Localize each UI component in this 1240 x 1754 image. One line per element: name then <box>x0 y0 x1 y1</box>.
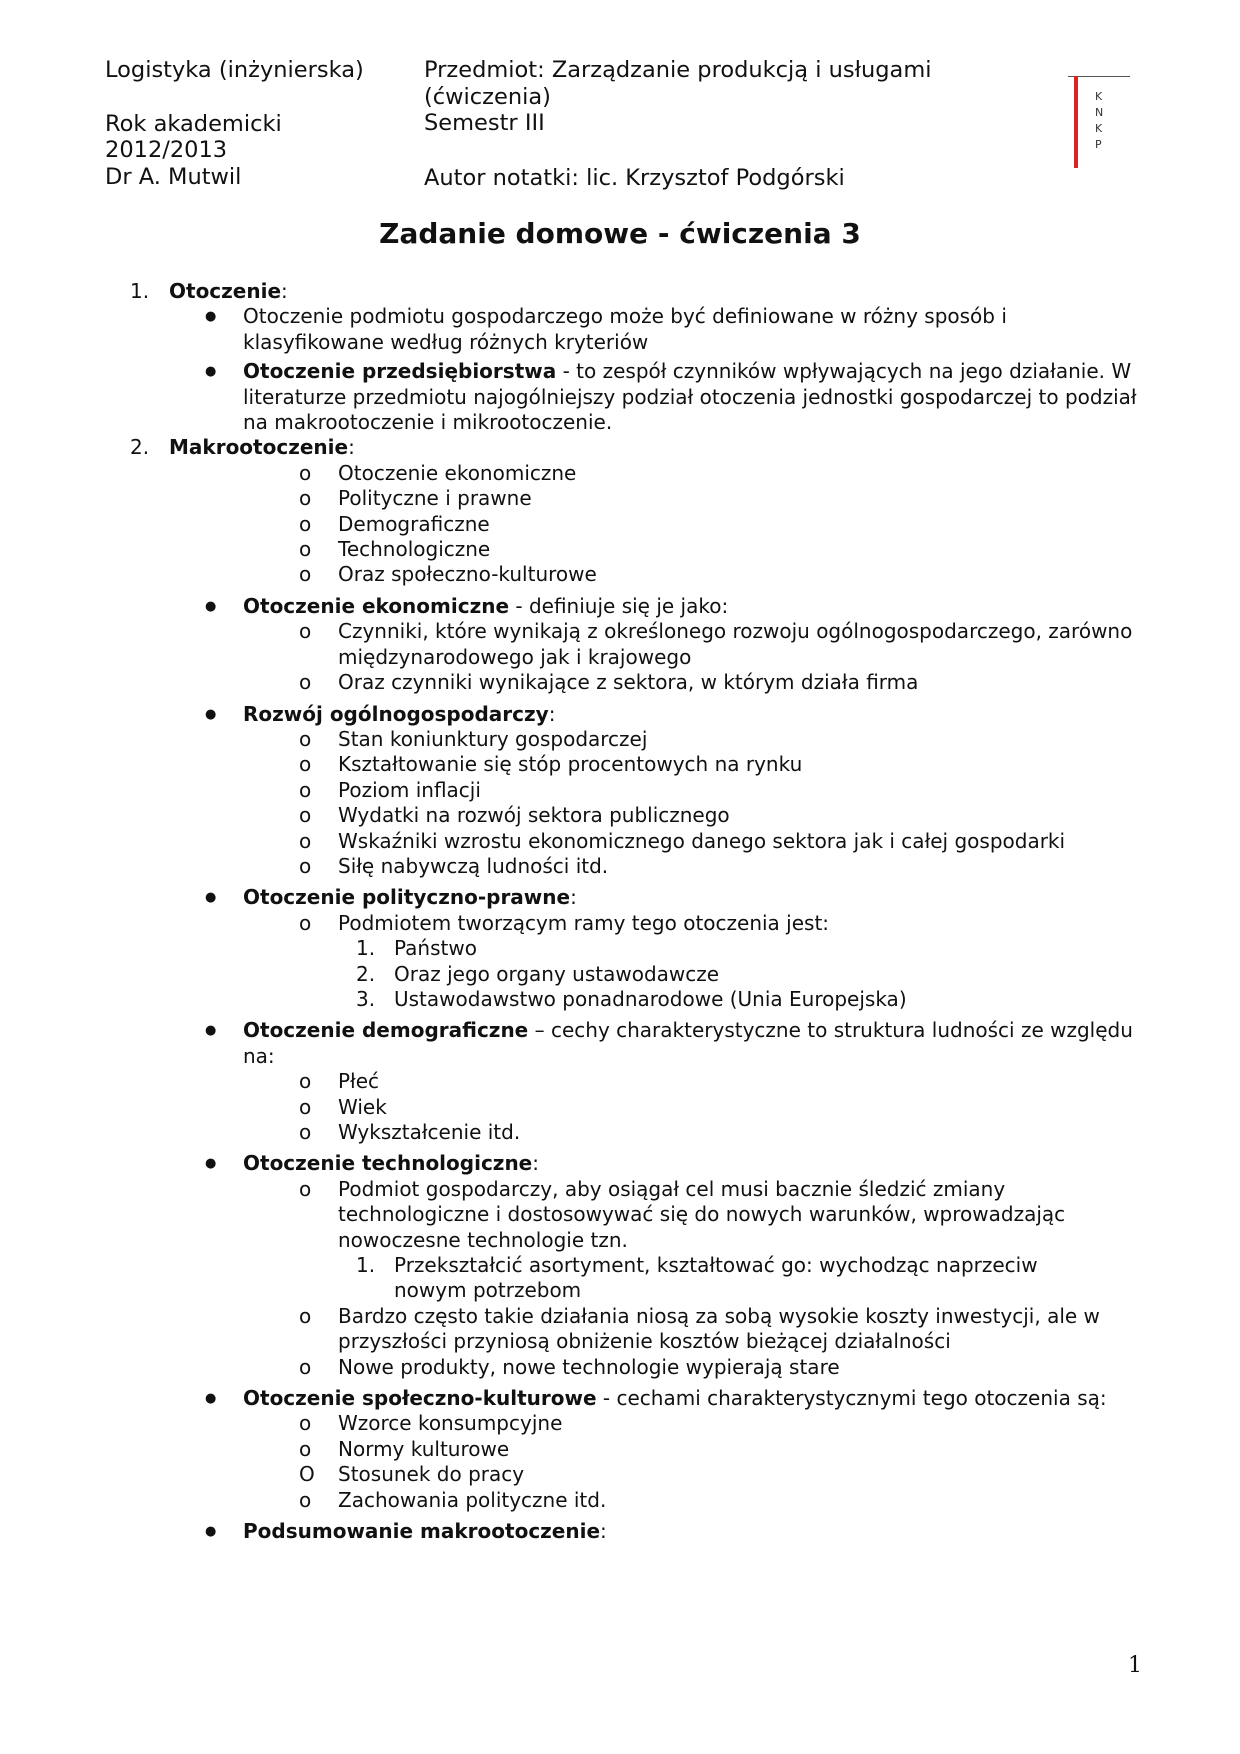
item-text: Technologiczne <box>338 537 491 562</box>
circle-bullet-icon: o <box>299 803 312 828</box>
sub-number: 3. <box>356 986 376 1011</box>
bullet-bold: Otoczenie technologiczne <box>243 1151 533 1176</box>
circle-bullet-icon: o <box>299 1176 312 1201</box>
list-item <box>0 1095 1240 1120</box>
field-of-study: Logistyka (inżynierska) <box>105 57 364 83</box>
item-text: Wykształcenie itd. <box>338 1120 521 1144</box>
item-text: Płeć <box>338 1069 380 1094</box>
list-item <box>0 537 1240 562</box>
circle-bullet-icon: o <box>299 726 312 751</box>
item-text: Kształtowanie się stóp procentowych na rynku <box>338 752 803 777</box>
lecturer: Dr A. Mutwil <box>105 163 242 190</box>
sub-number: 2. <box>356 961 376 986</box>
bullet-bold: Otoczenie polityczno-prawne <box>243 885 571 910</box>
colon: : <box>281 279 288 303</box>
circle-bullet-icon: o <box>299 1069 312 1094</box>
logo-letter: K <box>1095 122 1103 135</box>
sub-list-item <box>0 936 1240 961</box>
list-item <box>0 1069 1240 1094</box>
sub-item-text: Przekształcić asortyment, kształtować go: wychodząc naprzeciw nowym potrzebom <box>394 1253 1038 1303</box>
bullet-icon: ● <box>205 364 217 380</box>
item-text: Podmiot gospodarczy, aby osiągał cel musi bacznie śledzić zmiany technologiczne i dostosowywać się do nowych warunków, wprowadzając nowoczesne technologie tzn. <box>338 1176 1066 1252</box>
list-item <box>0 803 1240 828</box>
header-left <box>105 57 405 190</box>
item-text: Bardzo często takie działania niosą za sobą wysokie koszty inwestycji, ale w przyszłości przyniosą obniżenie kosztów bieżącej działalności <box>338 1303 1100 1354</box>
section-title: Otoczenie <box>169 279 282 303</box>
list-item <box>0 304 1240 355</box>
page-title-text: Zadanie domowe - ćwiczenia 3 <box>379 217 861 250</box>
list-item <box>0 752 1240 777</box>
subject: Przedmiot: Zarządzanie produkcją i usługami (ćwiczenia) <box>424 57 932 110</box>
list-item <box>0 854 1240 879</box>
colon: : <box>600 1519 607 1544</box>
list-item <box>0 359 1240 435</box>
circle-bullet-icon: o <box>299 1303 312 1328</box>
list-item <box>0 1437 1240 1462</box>
item-text: Oraz czynniki wynikające z sektora, w którym działa firma <box>338 670 919 695</box>
colon: : <box>570 885 577 910</box>
bullet-text: Otoczenie podmiotu gospodarczego może być definiowane w różny sposób i klasyfikowane według różnych kryteriów <box>243 304 1007 354</box>
item-text: Stosunek do pracy <box>338 1462 525 1487</box>
note-author: Autor notatki: lic. Krzysztof Podgórski <box>424 164 845 191</box>
logo-letter: P <box>1095 138 1102 151</box>
circle-bullet-icon: o <box>299 1120 312 1144</box>
list-item <box>0 702 1240 727</box>
circle-bullet-icon: o <box>299 1436 312 1461</box>
bullet-text: - cechami charakterystycznymi tego otoczenia są: <box>596 1386 1107 1411</box>
list-item <box>0 670 1240 695</box>
list-item <box>0 1151 1240 1176</box>
item-text: Stan koniunktury gospodarczej <box>338 726 648 751</box>
bullet-text: – cechy charakterystyczne to struktura ludności ze względu na: <box>243 1018 1133 1068</box>
academic-year-label: Rok akademicki <box>105 110 282 137</box>
circle-bullet-icon: o <box>299 670 312 695</box>
logo-letters <box>1095 89 1103 153</box>
item-text: Wiek <box>338 1094 387 1119</box>
section-title: Makrootoczenie <box>169 435 349 460</box>
knkp-logo <box>1064 76 1134 176</box>
list-item <box>0 1462 1240 1487</box>
circle-bullet-icon: o <box>299 486 312 511</box>
page-number: 1 <box>1128 1653 1142 1678</box>
academic-year-value: 2012/2013 <box>105 137 228 163</box>
bullet-text: - to zespół czynników wpływających na jego działanie. W literaturze przedmiotu najogólniejszy podział otoczenia jednostki gospodarczej to podział na makrootoczenie i mikrootoczenie. <box>243 359 1137 435</box>
list-item <box>0 885 1240 910</box>
item-text: Otoczenie ekonomiczne <box>338 460 577 485</box>
bullet-bold: Otoczenie demograficzne <box>243 1018 529 1043</box>
item-text: Zachowania polityczne itd. <box>338 1487 607 1512</box>
list-item <box>0 594 1240 619</box>
section-2-heading <box>0 435 1240 460</box>
item-text: Podmiotem tworzącym ramy tego otoczenia jest: <box>338 910 830 935</box>
bullet-icon: ● <box>205 309 217 325</box>
sub-number: 1. <box>356 1253 376 1278</box>
bullet-icon: ● <box>205 890 217 906</box>
colon: : <box>532 1151 539 1176</box>
list-item <box>0 562 1240 587</box>
list-item <box>0 829 1240 854</box>
page-title <box>0 217 1240 250</box>
semester: Semestr III <box>424 110 545 136</box>
list-item <box>0 1519 1240 1544</box>
circle-bullet-icon: o <box>299 619 312 644</box>
bullet-icon: ● <box>205 706 217 722</box>
list-item <box>0 1018 1240 1069</box>
item-text: Wskaźniki wzrostu ekonomicznego danego sektora jak i całej gospodarki <box>338 828 1066 853</box>
circle-bullet-icon: o <box>299 511 312 536</box>
list-item <box>0 1177 1240 1253</box>
circle-bullet-icon: o <box>299 828 312 853</box>
item-text: Wydatki na rozwój sektora publicznego <box>338 803 730 828</box>
section-number: 2. <box>130 435 150 460</box>
list-item <box>0 1304 1240 1355</box>
colon: : <box>548 701 556 726</box>
item-text: Siłę nabywczą ludności itd. <box>338 853 609 878</box>
circle-bullet-icon: o <box>299 537 312 562</box>
bullet-icon: ● <box>205 1156 217 1172</box>
bullet-icon: ● <box>205 598 217 614</box>
circle-bullet-icon: o <box>299 460 312 485</box>
circle-bullet-icon: o <box>299 562 312 587</box>
circle-bullet-icon: o <box>299 1411 312 1436</box>
bullet-bold: Otoczenie społeczno-kulturowe <box>243 1386 597 1411</box>
logo-letter: N <box>1095 106 1104 119</box>
item-text: Normy kulturowe <box>338 1436 510 1461</box>
item-text: Demograficzne <box>338 511 490 536</box>
item-text: Polityczne i prawne <box>338 486 532 511</box>
list-item <box>0 911 1240 936</box>
section-1-heading <box>0 279 1240 304</box>
circle-bullet-icon: o <box>299 853 312 878</box>
circle-bullet-icon: o <box>299 777 312 802</box>
section-number: 1. <box>130 279 150 303</box>
list-item <box>0 512 1240 537</box>
sub-list-item <box>0 1253 1240 1304</box>
list-item <box>0 727 1240 752</box>
list-item <box>0 461 1240 486</box>
item-text: Czynniki, które wynikają z określonego rozwoju ogólnogospodarczego, zarówno międzynarodowego jak i krajowego <box>338 619 1133 669</box>
sub-list-item <box>0 987 1240 1012</box>
sub-number: 1. <box>356 936 376 961</box>
sub-item-text: Ustawodawstwo ponadnarodowe (Unia Europejska) <box>394 986 907 1011</box>
bullet-bold: Rozwój ogólnogospodarczy <box>243 701 549 726</box>
sub-list-item <box>0 962 1240 987</box>
bullet-bold: Otoczenie przedsiębiorstwa <box>243 359 557 384</box>
bullet-bold: Otoczenie ekonomiczne <box>243 593 510 618</box>
bullet-icon: ● <box>205 1524 217 1540</box>
colon: : <box>348 435 355 460</box>
bullet-icon: ● <box>205 1391 217 1407</box>
bullet-bold: Podsumowanie makrootoczenie <box>243 1519 601 1544</box>
item-text: Wzorce konsumpcyjne <box>338 1411 563 1436</box>
sub-item-text: Państwo <box>394 936 477 961</box>
logo-red-bar <box>1074 76 1078 168</box>
logo-letter: K <box>1095 90 1103 103</box>
list-item <box>0 1120 1240 1145</box>
list-item <box>0 778 1240 803</box>
list-item <box>0 1488 1240 1513</box>
item-text: Poziom inflacji <box>338 777 481 802</box>
document-body <box>0 279 1240 1545</box>
circle-bullet-icon: o <box>299 1354 312 1379</box>
header-right <box>424 57 984 191</box>
list-item <box>0 486 1240 511</box>
list-item <box>0 1355 1240 1380</box>
circle-bullet-icon: o <box>299 752 312 777</box>
sub-item-text: Oraz jego organy ustawodawcze <box>394 961 720 986</box>
circle-bullet-icon: o <box>299 910 312 935</box>
circle-bullet-icon: O <box>299 1462 315 1487</box>
circle-bullet-icon: o <box>299 1094 312 1119</box>
list-item <box>0 619 1240 670</box>
bullet-icon: ● <box>205 1023 217 1039</box>
item-text: Oraz społeczno-kulturowe <box>338 562 597 587</box>
list-item <box>0 1411 1240 1436</box>
item-text: Nowe produkty, nowe technologie wypierają stare <box>338 1354 840 1379</box>
circle-bullet-icon: o <box>299 1487 312 1512</box>
bullet-text: - definiuje się je jako: <box>509 593 729 618</box>
list-item <box>0 1386 1240 1411</box>
